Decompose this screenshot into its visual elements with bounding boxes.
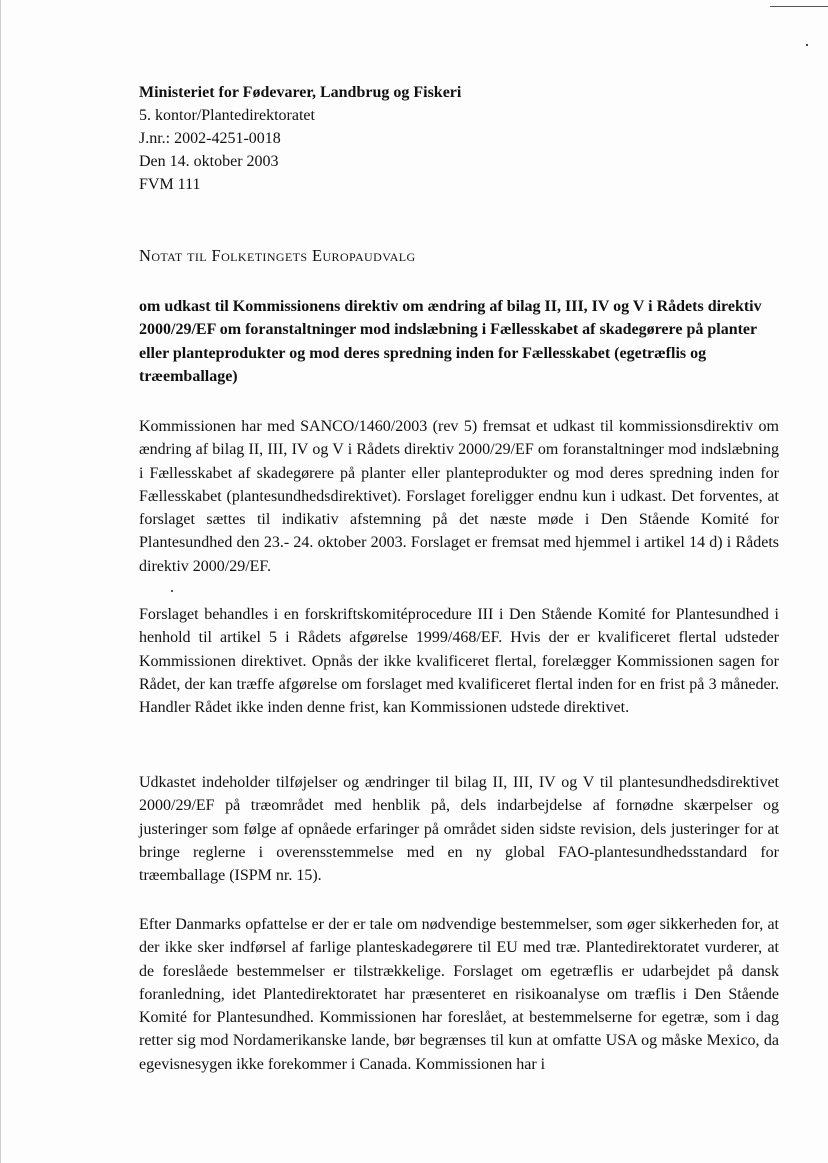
- paragraph: Udkastet indeholder tilføjelser og ændringer til bilag II, III, IV og V til plantesundhedsdirektivet 2000/29/EF på træområdet med henblik på, dels indarbejdelse af fornødne skærpelser og justeringer som følge af opnåede erfaringer på området siden sidste revision, dels justeringer for at bringe reglerne i overensstemmelse med en ny global FAO-plantesundhedsstandard for træemballage (ISPM nr. 15).: [139, 774, 779, 885]
- paragraph: Forslaget behandles i en forskriftskomitéprocedure III i Den Stående Komité for Plantesundhed i henhold til artikel 5 i Rådets afgørelse 1999/468/EF. Hvis der er kvalificeret flertal udsteder Kommissionen direktivet. Opnås der ikke kvalificeret flertal, forelægger Kommissionen sagen for Rådet, der kan træffe afgørelse om forslaget med kvalificeret flertal inden for en frist på 3 måneder. Handler Rådet ikke inden denne frist, kan Kommissionen udstede direktivet.: [139, 606, 779, 717]
- paragraph: Efter Danmarks opfattelse er der er tale om nødvendige bestemmelser, som øger sikkerheden for, at der ikke sker indførsel af farlige planteskadegørere til EU med træ. Plantedirektoratet vurderer, at de foreslåede bestemmelser er tilstrækkelige. Forslaget om egetræflis er udarbejdet på dansk foranledning, idet Plantedirektoratet har præsenteret en risikoanalyse om træflis i Den Stående Komité for Plantesundhed. Kommissionen har foreslået, at bestemmelserne for egetræ, som i dag retter sig mod Nordamerikanske lande, bør begrænses til kun at omfatte USA og måske Mexico, da egevisnesygen ikke forekommer i Canada. Kommissionen har i: [139, 916, 779, 1073]
- document-title: Notat til Folketingets Europaudvalg: [139, 246, 416, 265]
- document-subject: om udkast til Kommissionens direktiv om ændring af bilag II, III, IV og V i Rådets direktiv 2000/29/EF om foranstaltninger mod indslæbning i Fællesskabet af skadegørere på planter eller planteprodukter og mod deres spredning inden for Fællesskabet (egetræflis og træemballage): [139, 298, 762, 385]
- letterhead: [139, 81, 779, 196]
- scan-speck: [171, 590, 173, 592]
- ministry-name: Ministeriet for Fødevarer, Landbrug og Fiskeri: [139, 84, 462, 101]
- document-date: Den 14. oktober 2003: [139, 153, 279, 170]
- scan-speck: [806, 44, 808, 46]
- scan-edge-line: [770, 6, 828, 7]
- reference-code: FVM 111: [139, 176, 201, 193]
- journal-number: J.nr.: 2002-4251-0018: [139, 130, 281, 147]
- paragraph: Kommissionen har med SANCO/1460/2003 (rev 5) fremsat et udkast til kommissionsdirektiv om ændring af bilag II, III, IV og V i Rådets direktiv 2000/29/EF om foranstaltninger mod indslæbning i Fællesskabet af skadegørere på planter eller planteprodukter og mod deres spredning inden for Fællesskabet (plantesundhedsdirektivet). Forslaget foreligger endnu kun i udkast. Det forventes, at forslaget sættes til indikativ afstemning på det næste møde i Den Stående Komité for Plantesundhed den 23.- 24. oktober 2003. Forslaget er fremsat med hjemmel i artikel 14 d) i Rådets direktiv 2000/29/EF.: [139, 418, 779, 575]
- office-name: 5. kontor/Plantedirektoratet: [139, 107, 315, 124]
- scan-left-edge: [0, 0, 1, 1163]
